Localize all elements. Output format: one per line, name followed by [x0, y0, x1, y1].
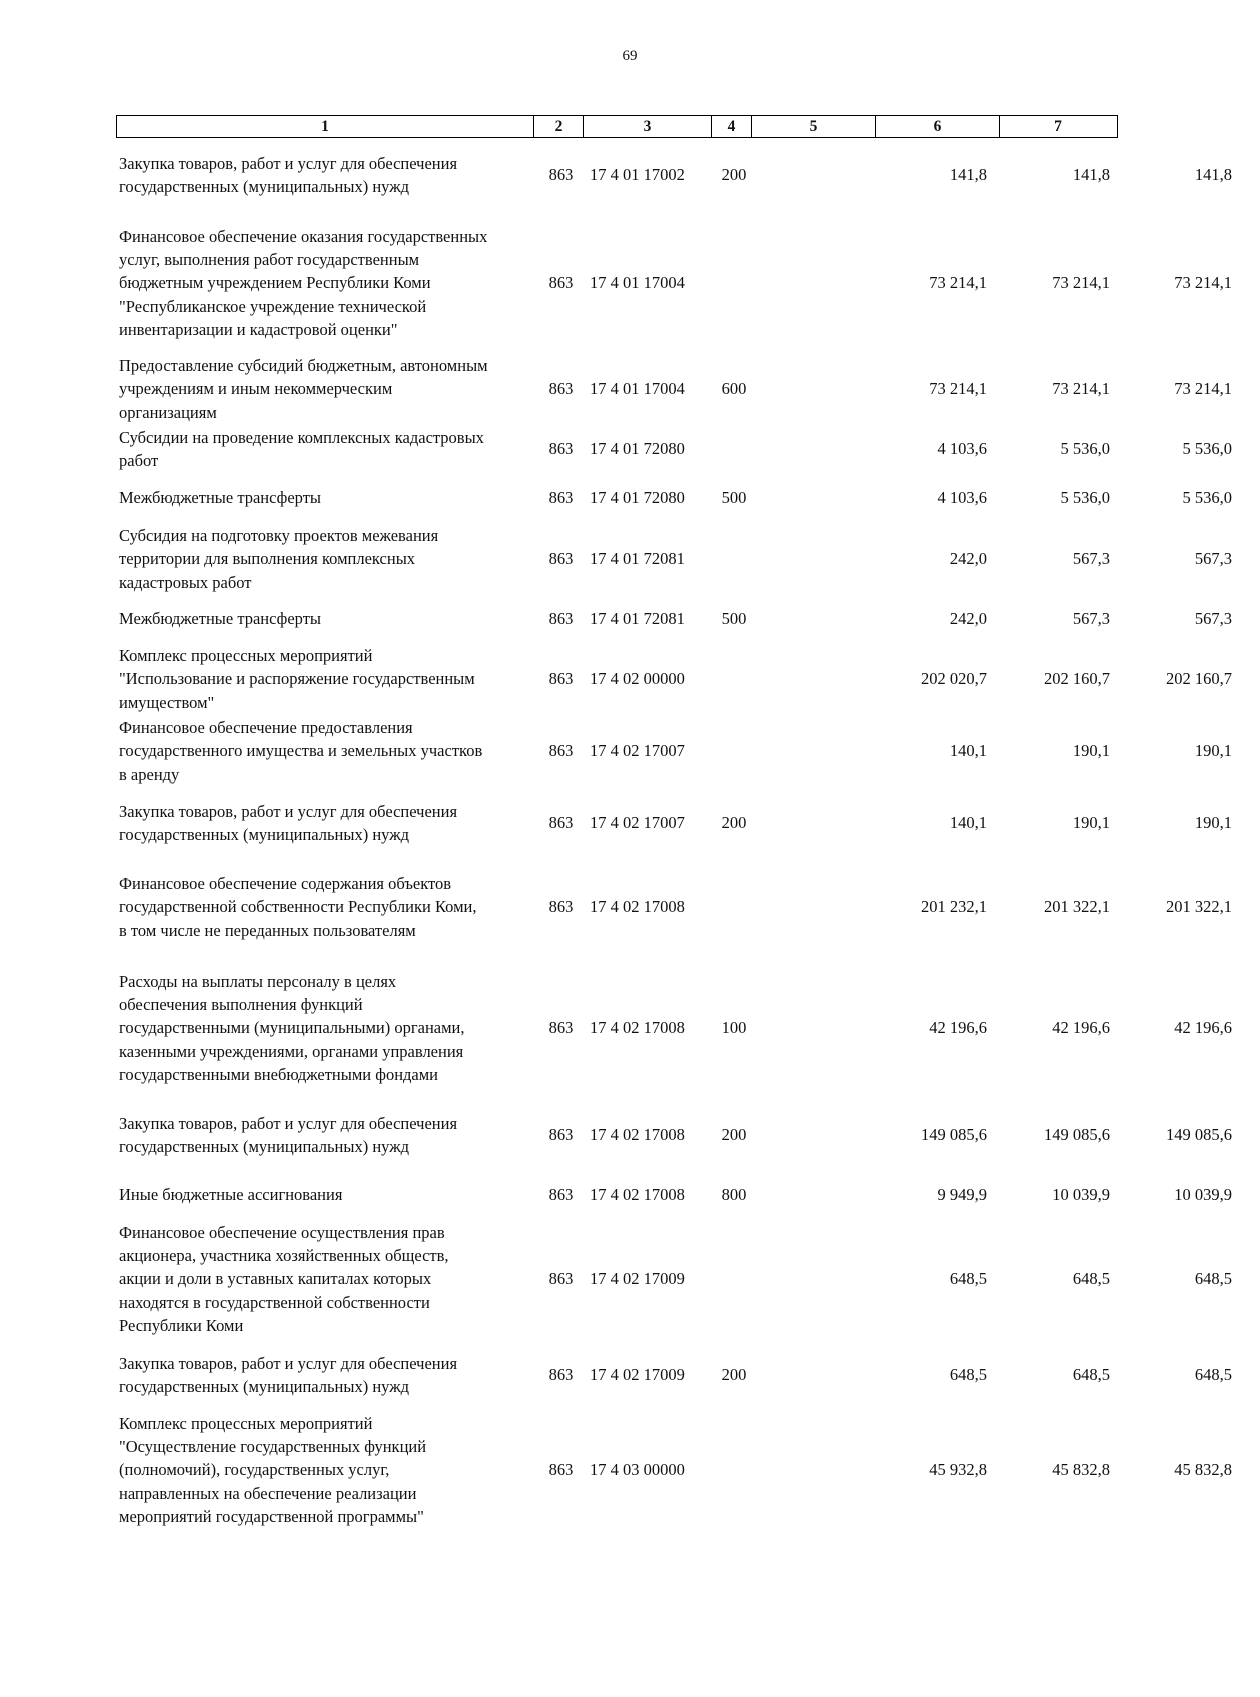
ved-code: 863 — [548, 1125, 574, 1145]
amount-year-1: 45 932,8 — [929, 1460, 987, 1480]
vr-code: 200 — [721, 165, 747, 185]
ved-code: 863 — [548, 609, 574, 629]
row-name-line: бюджетным учреждением Республики Коми — [119, 273, 431, 293]
vr-code: 200 — [721, 813, 747, 833]
row-name — [119, 715, 539, 787]
csr-code: 17 4 01 17004 — [590, 379, 685, 399]
amount-year-3: 202 160,7 — [1166, 669, 1232, 689]
ved-code: 863 — [548, 1269, 574, 1289]
row-name-line: Межбюджетные трансферты — [119, 609, 322, 629]
amount-year-2: 73 214,1 — [1052, 379, 1110, 399]
amount-year-2: 42 196,6 — [1052, 1018, 1110, 1038]
amount-year-3: 567,3 — [1194, 549, 1232, 569]
row-name-line: Комплекс процессных мероприятий — [119, 1413, 373, 1433]
amount-year-3: 45 832,8 — [1174, 1460, 1232, 1480]
row-name-line: Закупка товаров, работ и услуг для обеспечения — [119, 153, 458, 173]
vr-code: 200 — [721, 1125, 747, 1145]
amount-year-3: 141,8 — [1194, 165, 1232, 185]
row-name-line: Комплекс процессных мероприятий — [119, 646, 373, 666]
ved-code: 863 — [548, 1185, 574, 1205]
table-row — [116, 871, 1232, 943]
amount-year-1: 73 214,1 — [929, 273, 987, 293]
csr-code: 17 4 02 17007 — [590, 741, 685, 761]
row-name — [119, 1110, 539, 1160]
csr-code: 17 4 02 17008 — [590, 897, 685, 917]
csr-code: 17 4 01 72081 — [590, 609, 685, 629]
amount-year-3: 73 214,1 — [1174, 273, 1232, 293]
amount-year-1: 149 085,6 — [921, 1125, 987, 1145]
row-name-line: государственных (муниципальных) нужд — [119, 1137, 409, 1156]
table-row — [116, 425, 1232, 473]
csr-code: 17 4 01 72081 — [590, 549, 685, 569]
row-name-line: Иные бюджетные ассигнования — [119, 1185, 343, 1205]
row-name-line: кадастровых работ — [119, 572, 252, 592]
row-name — [119, 353, 539, 425]
vr-code: 200 — [721, 1365, 747, 1385]
vr-code: 500 — [721, 609, 747, 629]
table-row — [116, 1181, 1232, 1209]
amount-year-2: 5 536,0 — [1060, 439, 1110, 459]
amount-year-1: 141,8 — [949, 165, 987, 185]
ved-code: 863 — [548, 273, 574, 293]
amount-year-2: 567,3 — [1072, 609, 1110, 629]
ved-code: 863 — [548, 1460, 574, 1480]
row-name-line: государственного имущества и земельных участков — [119, 741, 483, 761]
amount-year-1: 648,5 — [949, 1269, 987, 1289]
amount-year-2: 149 085,6 — [1044, 1125, 1110, 1145]
amount-year-3: 648,5 — [1194, 1365, 1232, 1385]
table-row — [116, 643, 1232, 715]
amount-year-1: 140,1 — [949, 741, 987, 761]
row-name-line: Финансовое обеспечение содержания объектов — [119, 874, 452, 894]
row-name-line: направленных на обеспечение реализации — [119, 1483, 417, 1503]
amount-year-2: 73 214,1 — [1052, 273, 1110, 293]
table-row — [116, 523, 1232, 595]
header-col-4: 4 — [711, 116, 751, 137]
row-name-line: государственной собственности Республики Коми, — [119, 897, 477, 917]
amount-year-2: 190,1 — [1072, 813, 1110, 833]
row-name — [119, 1220, 539, 1338]
table-row — [116, 150, 1232, 200]
vr-code: 600 — [721, 379, 747, 399]
table-header — [116, 115, 1118, 138]
row-name — [119, 1411, 539, 1529]
amount-year-2: 5 536,0 — [1060, 488, 1110, 508]
csr-code: 17 4 02 17009 — [590, 1365, 685, 1385]
row-name-line: акционера, участника хозяйственных обществ, — [119, 1246, 449, 1266]
table-row — [116, 353, 1232, 425]
table-row — [116, 715, 1232, 787]
row-name-line: в том числе не переданных пользователям — [119, 920, 416, 940]
row-name-line: государственных (муниципальных) нужд — [119, 1377, 409, 1396]
amount-year-1: 201 232,1 — [921, 897, 987, 917]
amount-year-3: 567,3 — [1194, 609, 1232, 629]
amount-year-1: 202 020,7 — [921, 669, 987, 689]
header-col-6: 6 — [875, 116, 999, 137]
ved-code: 863 — [548, 669, 574, 689]
amount-year-2: 201 322,1 — [1044, 897, 1110, 917]
amount-year-2: 141,8 — [1072, 165, 1110, 185]
row-name-line: казенными учреждениями, органами управления — [119, 1041, 464, 1061]
ved-code: 863 — [548, 1018, 574, 1038]
row-name-line: инвентаризации и кадастровой оценки" — [119, 319, 398, 339]
csr-code: 17 4 01 72080 — [590, 439, 685, 459]
amount-year-1: 42 196,6 — [929, 1018, 987, 1038]
row-name — [119, 605, 539, 633]
csr-code: 17 4 01 17004 — [590, 273, 685, 293]
csr-code: 17 4 03 00000 — [590, 1460, 685, 1480]
vr-code: 800 — [721, 1185, 747, 1205]
vr-code: 500 — [721, 488, 747, 508]
csr-code: 17 4 01 17002 — [590, 165, 685, 185]
row-name-line: (полномочий), государственных услуг, — [119, 1460, 390, 1480]
row-name-line: Закупка товаров, работ и услуг для обеспечения — [119, 1353, 458, 1373]
ved-code: 863 — [548, 1365, 574, 1385]
header-col-5: 5 — [751, 116, 875, 137]
row-name-line: государственными (муниципальными) органами, — [119, 1018, 465, 1038]
amount-year-3: 5 536,0 — [1182, 439, 1232, 459]
amount-year-1: 4 103,6 — [937, 439, 987, 459]
row-name — [119, 224, 539, 342]
ved-code: 863 — [548, 549, 574, 569]
amount-year-2: 648,5 — [1072, 1365, 1110, 1385]
row-name — [119, 643, 539, 715]
table-row — [116, 1350, 1232, 1400]
amount-year-3: 648,5 — [1194, 1269, 1232, 1289]
table-row — [116, 484, 1232, 512]
row-name-line: в аренду — [119, 764, 180, 784]
amount-year-3: 5 536,0 — [1182, 488, 1232, 508]
row-name-line: Закупка товаров, работ и услуг для обеспечения — [119, 1113, 458, 1133]
amount-year-3: 190,1 — [1194, 741, 1232, 761]
amount-year-1: 9 949,9 — [937, 1185, 987, 1205]
row-name-line: Республики Коми — [119, 1315, 244, 1335]
amount-year-3: 10 039,9 — [1174, 1185, 1232, 1205]
row-name-line: находятся в государственной собственности — [119, 1292, 430, 1312]
row-name-line: учреждениям и иным некоммерческим — [119, 379, 393, 399]
amount-year-1: 242,0 — [949, 609, 987, 629]
vr-code: 100 — [721, 1018, 747, 1038]
amount-year-2: 10 039,9 — [1052, 1185, 1110, 1205]
csr-code: 17 4 02 17009 — [590, 1269, 685, 1289]
row-name-line: Межбюджетные трансферты — [119, 488, 322, 508]
row-name-line: Расходы на выплаты персоналу в целях — [119, 971, 397, 991]
header-col-7: 7 — [999, 116, 1116, 137]
header-col-2: 2 — [533, 116, 583, 137]
table-row — [116, 1411, 1232, 1529]
csr-code: 17 4 01 72080 — [590, 488, 685, 508]
row-name-line: Субсидия на подготовку проектов межевания — [119, 526, 439, 546]
amount-year-3: 73 214,1 — [1174, 379, 1232, 399]
row-name-line: "Использование и распоряжение государственным — [119, 669, 475, 689]
ved-code: 863 — [548, 897, 574, 917]
page-number: 69 — [622, 48, 638, 64]
amount-year-1: 73 214,1 — [929, 379, 987, 399]
row-name-line: Финансовое обеспечение осуществления прав — [119, 1222, 445, 1242]
row-name — [119, 150, 539, 200]
row-name-line: акции и доли в уставных капиталах которых — [119, 1269, 432, 1289]
ved-code: 863 — [548, 379, 574, 399]
row-name-line: работ — [119, 451, 159, 470]
table-row — [116, 605, 1232, 633]
row-name-line: обеспечения выполнения функций — [119, 995, 363, 1015]
amount-year-1: 648,5 — [949, 1365, 987, 1385]
row-name — [119, 798, 539, 848]
amount-year-2: 190,1 — [1072, 741, 1110, 761]
row-name-line: государственными внебюджетными фондами — [119, 1064, 439, 1084]
amount-year-2: 567,3 — [1072, 549, 1110, 569]
csr-code: 17 4 02 17008 — [590, 1125, 685, 1145]
row-name-line: государственных (муниципальных) нужд — [119, 825, 409, 844]
row-name — [119, 969, 539, 1087]
amount-year-1: 140,1 — [949, 813, 987, 833]
row-name-line: Субсидии на проведение комплексных кадастровых — [119, 427, 484, 447]
row-name-line: Предоставление субсидий бюджетным, автономным — [119, 356, 488, 376]
row-name — [119, 523, 539, 595]
row-name-line: мероприятий государственной программы" — [119, 1506, 424, 1526]
row-name-line: государственных (муниципальных) нужд — [119, 177, 409, 196]
table-row — [116, 1110, 1232, 1160]
amount-year-1: 4 103,6 — [937, 488, 987, 508]
row-name — [119, 871, 539, 943]
row-name-line: организациям — [119, 402, 217, 422]
header-col-1: 1 — [321, 118, 329, 135]
row-name — [119, 1181, 539, 1209]
row-name — [119, 484, 539, 512]
row-name — [119, 425, 539, 473]
row-name — [119, 1350, 539, 1400]
ved-code: 863 — [548, 741, 574, 761]
amount-year-3: 190,1 — [1194, 813, 1232, 833]
row-name-line: услуг, выполнения работ государственным — [119, 250, 420, 270]
ved-code: 863 — [548, 165, 574, 185]
table-row — [116, 798, 1232, 848]
row-name-line: "Республиканское учреждение технической — [119, 296, 427, 316]
header-col-3: 3 — [583, 116, 711, 137]
ved-code: 863 — [548, 439, 574, 459]
amount-year-1: 242,0 — [949, 549, 987, 569]
row-name-line: территории для выполнения комплексных — [119, 549, 416, 569]
row-name-line: "Осуществление государственных функций — [119, 1437, 427, 1457]
table-row — [116, 1220, 1232, 1338]
amount-year-2: 202 160,7 — [1044, 669, 1110, 689]
amount-year-3: 149 085,6 — [1166, 1125, 1232, 1145]
ved-code: 863 — [548, 813, 574, 833]
amount-year-3: 42 196,6 — [1174, 1018, 1232, 1038]
amount-year-2: 45 832,8 — [1052, 1460, 1110, 1480]
table-row — [116, 224, 1232, 342]
csr-code: 17 4 02 00000 — [590, 669, 685, 689]
row-name-line: Финансовое обеспечение предоставления — [119, 718, 413, 738]
csr-code: 17 4 02 17008 — [590, 1018, 685, 1038]
row-name-line: имуществом" — [119, 692, 215, 712]
row-name-line: Финансовое обеспечение оказания государственных — [119, 226, 488, 246]
amount-year-3: 201 322,1 — [1166, 897, 1232, 917]
amount-year-2: 648,5 — [1072, 1269, 1110, 1289]
row-name-line: Закупка товаров, работ и услуг для обеспечения — [119, 801, 458, 821]
table-row — [116, 969, 1232, 1087]
csr-code: 17 4 02 17007 — [590, 813, 685, 833]
csr-code: 17 4 02 17008 — [590, 1185, 685, 1205]
ved-code: 863 — [548, 488, 574, 508]
